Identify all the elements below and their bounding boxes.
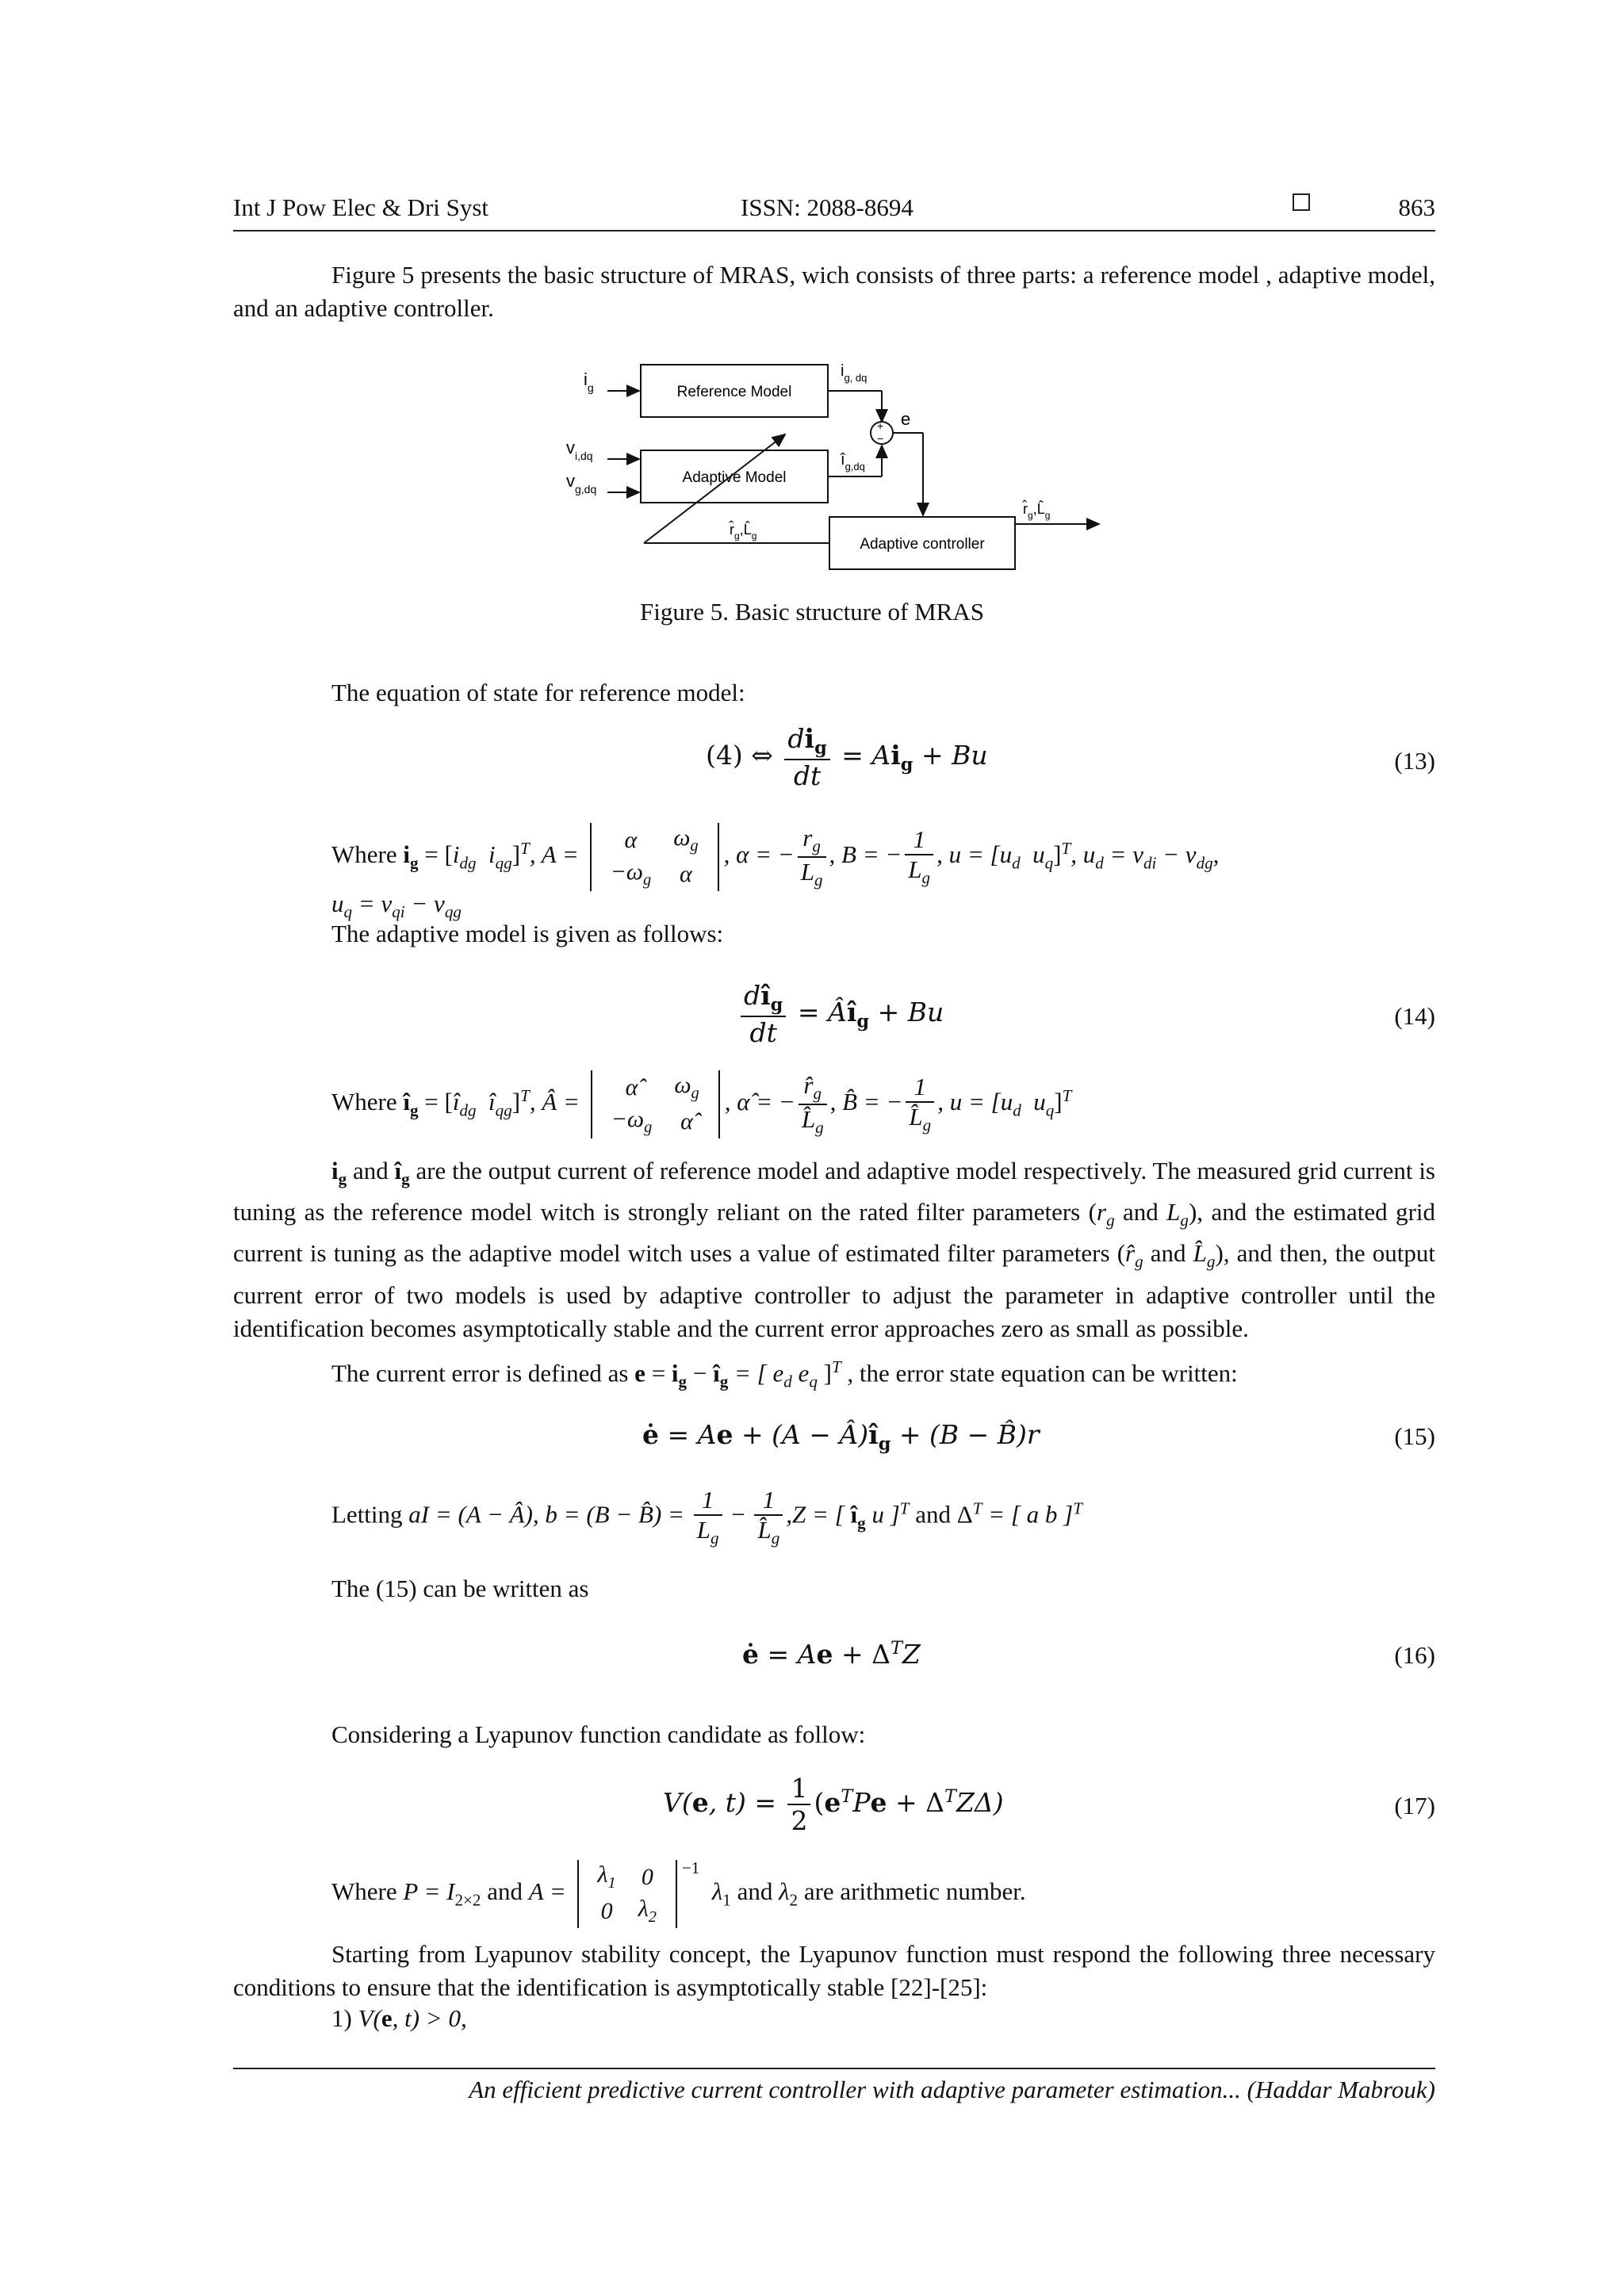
eq17-a: V( [663,1787,692,1818]
w2-lg: L̂ [909,1103,923,1131]
eq15-a: ė [642,1419,659,1450]
outputs-paragraph [233,1154,1435,1345]
w3-m22: λ [638,1896,649,1922]
equation-17 [663,1773,1004,1836]
w3-e: λ [711,1877,723,1906]
w2-rg-den-sub: g [815,1118,824,1138]
eq13-sub: g [814,737,827,759]
where-lyapunov [331,1860,1026,1928]
w2-uq-sub: q [1045,1100,1055,1120]
w1-ud-sub: d [1012,853,1021,873]
c1-d: , t) > 0, [392,2004,467,2032]
po-s3: î [394,1157,402,1184]
po-s3-sub: g [401,1169,410,1189]
w1-rg-num: r [802,823,813,851]
ed-d: i [671,1359,679,1387]
w1b-a-sub: q [343,902,353,922]
journal-abbrev: Int J Pow Elec & Dri Syst [233,193,489,221]
w1-d-sub: qg [495,853,512,873]
w3-c: and [481,1877,529,1906]
eq15-f: + (B − B̂)r [891,1419,1040,1450]
the-15-line: The (15) can be written as [331,1575,589,1602]
w1-d: i [488,840,496,869]
error-definition [331,1357,1238,1392]
eq17-e-sup: T [841,1786,853,1807]
w1-o-sub: di [1143,853,1157,873]
eq16-a: ė [742,1639,759,1670]
where-reference-cont [331,890,462,922]
po-s11-sub: g [1206,1252,1216,1272]
ed-h-sub: q [809,1372,818,1391]
po-s1: i [331,1157,339,1184]
po-s6: and [1114,1198,1167,1226]
c1-a: 1) [331,2004,358,2032]
let-d-sub: g [857,1513,866,1533]
w1-n-sub: d [1095,853,1104,873]
w2-e: ] [511,1088,521,1116]
ed-T: T [831,1357,841,1376]
w3-g: λ [779,1877,790,1906]
let-minus: − [725,1500,752,1529]
let-h: = [ a b ] [982,1500,1074,1529]
let-e: u ] [865,1500,900,1529]
footer-rule [233,2068,1435,2069]
w2-rg-num: r̂ [803,1070,814,1099]
equation-16 [742,1638,921,1670]
w1-m11: α [624,826,638,853]
w1-m12s: g [690,837,699,855]
po-s2: and [347,1157,395,1184]
w2-f: T [520,1085,530,1105]
po-s10: and [1143,1239,1193,1268]
eq14-number: (14) [1394,1002,1435,1030]
eq14-rhs-i: î [846,996,857,1027]
adaptive-controller-label: Adaptive controller [860,536,985,553]
sum-plus: + [877,419,884,432]
w1-b: = [ [418,840,453,869]
w2-m11: α̂ [625,1073,638,1100]
ref-state-intro: The equation of state for reference model: [331,679,745,706]
eq15-b: = A [659,1419,717,1450]
eq17-half [787,1773,810,1836]
eq17-f: P [852,1787,871,1818]
po-s7-sub: g [1180,1211,1189,1230]
w1-e: ] [511,840,521,869]
po-s12: ), and then, the output current error of two models is used by adaptive controller to adjust the parameter in adaptive controller until the identification becomes asymptotically stable and the current error approaches zero as small as possible. [233,1239,1435,1342]
error-label: e [901,409,911,429]
eq17-one: 1 [787,1773,810,1805]
eq15-d: + (A − Â) [733,1419,869,1450]
po-s5: r [1096,1198,1107,1226]
w1b-a: u [331,890,344,917]
eq13-rhs1: = A [833,739,891,771]
let-frac1 [694,1486,722,1548]
w1-h: , α = − [723,840,795,869]
w1-b-frac [905,825,933,888]
w1-c: i [452,840,460,869]
w3-g-sub: 2 [789,1890,799,1910]
w1-rg-frac [798,824,826,890]
igdq-label: $i_{g, dq}$ [841,362,868,384]
w1-matrix [590,823,719,891]
w3-m22s: 2 [648,1908,657,1926]
let-T: T [899,1498,910,1518]
eq17-h: + Δ [887,1787,944,1818]
condition-1 [331,2004,467,2033]
adaptive-model-label: Adaptive Model [682,469,787,486]
sum-minus: − [877,432,884,445]
w1-p-sub: dg [1196,853,1213,873]
w2-d-sub: qg [495,1100,512,1120]
eq13-den: dt [793,760,822,791]
let-frac2 [754,1486,783,1548]
eq17-g: e [870,1787,887,1818]
ed-g: = [ e [728,1359,784,1387]
eq13-i: i [804,723,815,754]
w2-b: = [ [418,1088,453,1116]
rl-out-label: $r̂_g,L̂_g$ [1023,501,1051,521]
w1-lg: L [908,855,922,884]
equation-15 [642,1419,1040,1455]
w3-h: are arithmetic number. [798,1877,1026,1906]
w2-a: Where [331,1088,404,1116]
eq17-two: 2 [791,1805,808,1836]
po-s4: are the output current of reference model and adaptive model respectively. The measured grid current is tuning as the reference model witch is strongly reliant on the rated filter parameters ( [233,1157,1436,1226]
w2-T: T [1062,1085,1072,1105]
w1-c-sub: dg [459,853,477,873]
eq16-e: Z [902,1639,921,1670]
w3-m21: 0 [600,1897,613,1924]
po-s8: ), and the estimated grid current is tuning as the adaptive model witch uses a value of estimated filter parameters ( [233,1198,1435,1268]
w1-l: , u = [ [936,840,1000,869]
w1-q: , [1212,840,1220,869]
let-a: Letting [331,1500,409,1529]
let-one: 1 [694,1486,722,1516]
w2-c-sub: dg [459,1100,477,1120]
eq13-lead: (4) ⇔ [706,739,773,771]
intro-paragraph: Figure 5 presents the basic structure of MRAS, wich consists of three parts: a reference model , adaptive model, and an adaptive controller. [233,261,1435,322]
w2-l: , u = [ [937,1088,1001,1116]
eq15-e-sub: g [878,1433,891,1455]
equation-14 [737,980,944,1048]
let-lgh: L̂ [757,1516,772,1544]
w3-m11s: 1 [607,1874,616,1892]
eq16-d: + Δ [833,1639,891,1670]
w1-m21s: g [643,871,652,889]
let-T2: T [1073,1498,1082,1518]
w1b-b: = v [352,890,393,917]
w1-rg-den: L [800,858,814,886]
page-number: 863 [1398,193,1435,221]
w1-ud: u [999,840,1013,869]
adaptive-intro: The adaptive model is given as follows: [331,920,724,947]
w2-one: 1 [906,1073,934,1103]
w2-m12s: g [691,1085,699,1102]
ed-f-sub: g [719,1372,729,1391]
w1-T: T [1061,838,1071,858]
w1b-c-sub: qg [444,902,462,922]
w2-ud-sub: d [1013,1100,1021,1120]
vidq-label: $v_{i,dq}$ [566,438,593,462]
eq15-c: e [716,1419,733,1450]
vgdq-label: $v_{g,dq}$ [566,471,597,496]
w2-g: , Â = [529,1088,580,1116]
w1-uq-sub: q [1044,853,1054,873]
let-g: Δ [956,1500,973,1529]
where-adaptive: Where $î_g$ = [$î_{dg}$ $î_{qg}]^T$, Â = α̂ $\omega_g$ $-\omega_g$ α̂ , α̂ = − $\frac{r̂_g}{L̂_g}$ , B̂ = − $\frac{1}{L̂_g}$ , $u = [u_d$ $u_q]^T$ [331,1070,1072,1138]
w3-a: Where [331,1877,404,1906]
let-one-2: 1 [754,1486,783,1516]
ed-g-sub: d [783,1372,792,1391]
w2-uq: u [1033,1088,1046,1116]
eq14-d: d [744,980,761,1011]
w1b-b-sub: qi [392,902,405,922]
let-f: and [909,1500,957,1529]
letting-line [331,1486,1082,1548]
ighat-label: $î_{g,dq}$ [841,451,865,473]
eq17-b: e [691,1787,709,1818]
reference-model-label: Reference Model [676,384,792,400]
mras-diagram [555,355,1110,585]
ed-f: î [713,1359,720,1387]
w1-p: − v [1156,840,1197,869]
eq17-h-sup: T [944,1786,956,1807]
ed-j: , the error state equation can be written: [841,1359,1238,1387]
w2-m21: −ω [611,1106,645,1132]
let-c: ,Z = [ [786,1500,851,1529]
lyapunov-intro: Considering a Lyapunov function candidate as follow: [331,1720,866,1748]
w1-k: , B = − [829,840,902,869]
ed-d-sub: g [678,1372,688,1391]
w1-m12: ω [673,825,691,851]
w1-o: = v [1103,840,1143,869]
eq16-number: (16) [1394,1641,1435,1669]
w1-lg-sub: g [921,868,931,888]
eq17-d: ( [814,1787,825,1818]
lyapunov-paragraph: Starting from Lyapunov stability concept, the Lyapunov function must respond the following three necessary conditions to ensure that the identification is asymptotically stable [22]-[25]: [233,1940,1435,2001]
eq14-rhs-sub: g [856,1011,870,1032]
w1-m21: −ω [610,859,643,885]
eq13-rhs2: + Bu [913,739,988,771]
w3-m12: 0 [641,1863,653,1890]
eq17-c: , t) = [708,1787,785,1818]
w1-m: ] [1053,840,1062,869]
w2-lg-sub: g [922,1115,932,1135]
po-s9: r̂ [1125,1239,1136,1268]
ed-b: e [634,1359,645,1387]
w3-m11: λ [597,1862,608,1888]
let-lgh-sub: g [771,1529,780,1548]
eq16-d-sup: T [890,1638,902,1659]
w2-h: , α̂ = − [724,1088,795,1116]
w1-uq: u [1032,840,1045,869]
eq15-e: î [868,1419,879,1450]
w1-g: , A = [529,840,579,869]
eq16-c: e [816,1639,833,1670]
c1-c: e [381,2004,393,2032]
c1-b: V( [358,2004,381,2032]
w1-f: T [520,838,530,858]
w1-rg-den-sub: g [814,871,823,890]
w2-m21s: g [644,1119,653,1136]
po-s11: L̂ [1193,1239,1207,1268]
eq13-rhs-sub: g [900,754,914,775]
w1-m22: α [680,860,692,887]
eq17-k: ZΔ) [956,1787,1004,1818]
w2-rg-num-sub: g [813,1084,822,1103]
eq13-number: (13) [1394,747,1435,775]
eq13-rhs-i: i [891,739,901,771]
eq17-e: e [824,1787,841,1818]
issn: ISSN: 2088-8694 [741,193,914,221]
ed-i: ] [817,1359,832,1387]
ed-c: = [645,1359,672,1387]
w2-rg-frac [799,1071,827,1138]
running-footer: An efficient predictive current controller with adaptive parameter estimation... (Haddar Mabrouk) [469,2076,1435,2103]
po-s1-sub: g [338,1169,347,1189]
eq14-sub: g [770,994,783,1016]
figure-caption: Figure 5. Basic structure of MRAS [640,598,984,626]
let-b: aI = (A − Â), b = (B − B̂) = [408,1500,691,1529]
let-lg: L [696,1516,710,1544]
eq15-number: (15) [1394,1422,1435,1450]
w2-k: , B̂ = − [829,1088,903,1116]
w1-n: , u [1071,840,1096,869]
let-lg-sub: g [710,1529,719,1548]
w1-one: 1 [905,825,933,855]
eq14-den: dt [749,1016,777,1048]
w1-rg-num-sub: g [812,836,821,855]
w2-matrix [591,1070,720,1138]
w3-matrix [577,1860,677,1928]
w2-m: ] [1054,1088,1063,1116]
eq14-i: î [760,980,771,1011]
equation-13 [706,723,988,791]
w2-ud: u [1000,1088,1013,1116]
ed-a: The current error is defined as [331,1359,635,1387]
w3-d: A = [528,1877,566,1906]
where-reference: Where $i_g = [i_{dg}$ $i_{qg}]^T$, A = α $\omega_g$ $-\omega_g$ α , α = − $\frac{r_g}{L_g}$ , B = − $\frac{1}{L_g}$ , $u = [u_d$ $u_q]^T$, $u_d = v_{di} - v_{dg}$, [331,823,1220,890]
square-icon [1293,193,1310,211]
w3-b-sub: 2×2 [454,1890,481,1910]
w3-sup: −1 [681,1858,700,1877]
eq13-d: d [787,723,805,754]
ig-input-label: $i_g$ [584,369,594,394]
w1-a: Where [331,840,404,869]
w2-m12: ω [674,1072,691,1098]
let-d: î [850,1500,858,1529]
w2-rg-den: L̂ [801,1105,816,1133]
eq14-rhs2: + Bu [869,996,944,1027]
w3-e-sub: 1 [722,1890,731,1910]
let-g-sup: T [972,1498,982,1518]
w1b-c: − v [404,890,445,917]
po-s5-sub: g [1106,1211,1115,1230]
w2-m22: α̂ [680,1108,693,1135]
running-header [233,190,1435,232]
po-s7: L [1166,1198,1181,1226]
ed-h: e [791,1359,810,1387]
po-s9-sub: g [1135,1252,1143,1272]
w3-b: P = I [403,1877,455,1906]
eq14-rhs1: = Â [789,996,847,1027]
w2-b-frac [906,1073,934,1135]
rl-mid-label: $r̂_g,L̂_g$ [730,522,757,541]
ed-e: − [687,1359,714,1387]
eq17-number: (17) [1394,1792,1435,1820]
w3-f: and [730,1877,779,1906]
w2-d: î [488,1088,496,1116]
eq16-b: = A [759,1639,817,1670]
eq14-frac [741,980,786,1048]
eq13-frac [784,723,829,791]
w2-c: î [452,1088,460,1116]
